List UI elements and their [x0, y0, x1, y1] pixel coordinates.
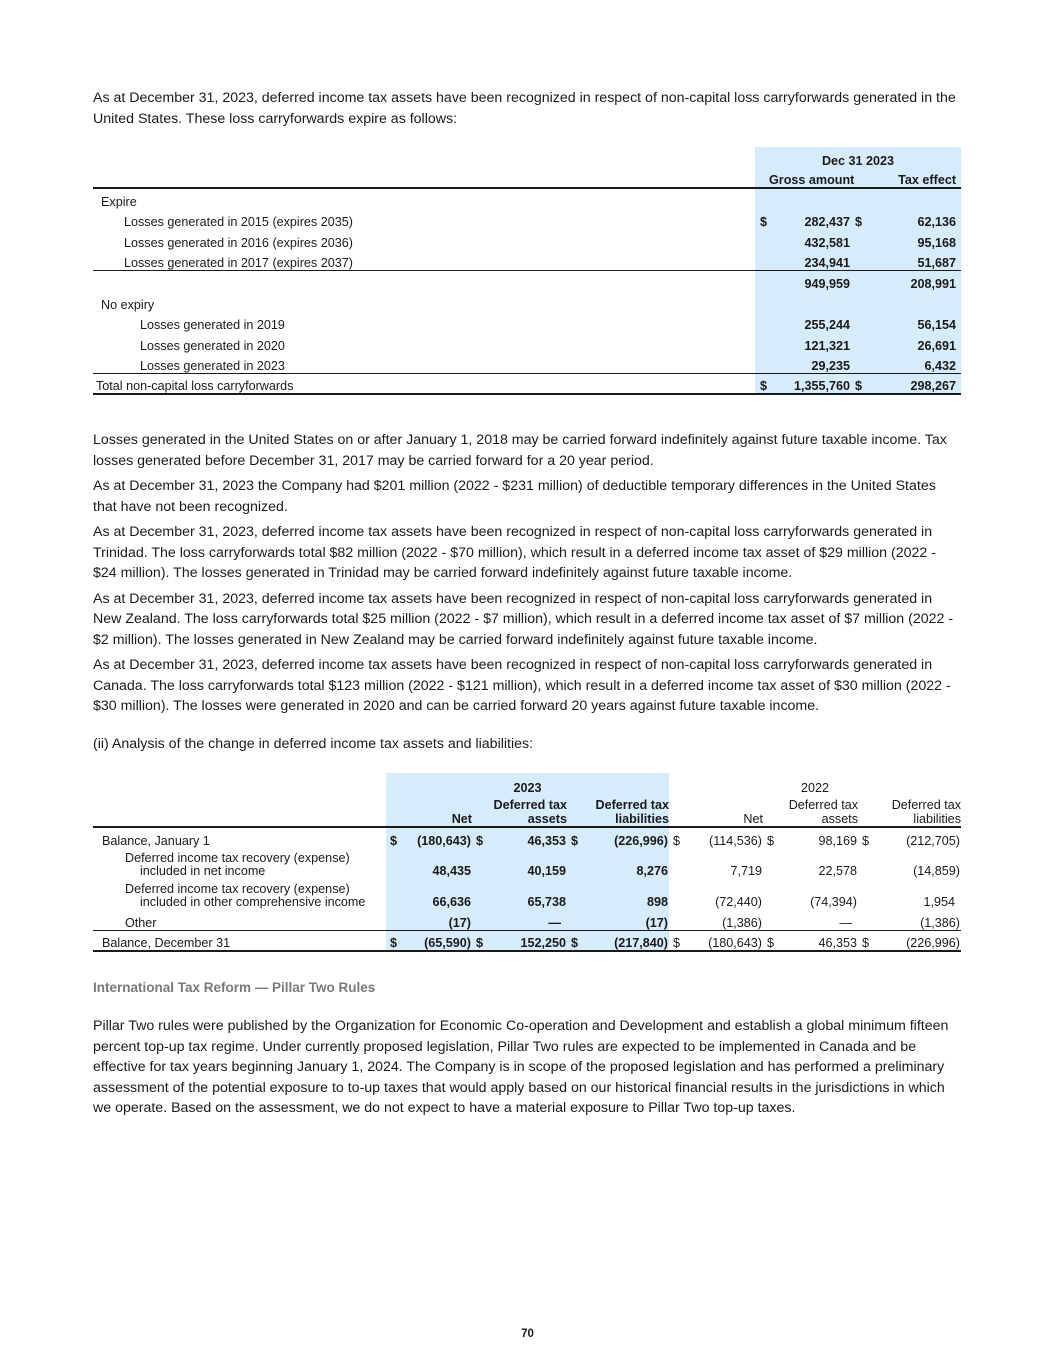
table-row: Balance, January 1 $ (180,643) $ 46,353 $ (226,996) $ (114,536) $ 98,169 $ (212,705): [93, 827, 961, 848]
loss-carryforward-table: [93, 147, 961, 395]
paragraph: As at December 31, 2023, deferred income tax assets have been recognized in respect of non-capital loss carryforwards generated in Trinidad. The loss carryforwards total $82 million (2022 - $70 million), which result in a deferred income tax asset of $29 million (2022 - $24 million). The losses generated in Trinidad may be carried forward indefinitely against future taxable income.: [93, 524, 936, 582]
page-number: 70: [521, 1328, 534, 1340]
col-net-2023: Net: [402, 795, 472, 827]
paragraph: As at December 31, 2023 the Company had $201 million (2022 - $231 million) of deductible temporary differences in the United States that have not been recognized.: [93, 478, 936, 515]
deferred-tax-change-table: [93, 773, 961, 952]
pillar-two-paragraph: Pillar Two rules were published by the Organization for Economic Co-operation and Development and establish a global minimum fifteen percent top-up tax regime. Under currently proposed legislation, Pillar Two rules are expected to be implemented in Canada and be effective for tax years beginning January 1, 2024. The Company is in scope of the proposed legislation and has performed a preliminary assessment of the potential exposure to to-up taxes that would apply based on our historical financial results in the jurisdictions in which we operate. Based on the assessment, we do not expect to have a material exposure to Pillar Two top-up taxes.: [93, 1018, 949, 1117]
paragraph: Losses generated in the United States on or after January 1, 2018 may be carried forward indefinitely against future taxable income. Tax losses generated before December 31, 2017 may be carried forward for a 20 year period.: [93, 432, 947, 469]
intro-paragraph: As at December 31, 2023, deferred income tax assets have been recognized in respect of non-capital loss carryforwards generated in the United States. These loss carryforwards expire as follows:: [93, 90, 956, 127]
paragraph: As at December 31, 2023, deferred income tax assets have been recognized in respect of non-capital loss carryforwards generated in New Zealand. The loss carryforwards total $25 million (2022 - $7 million), which result in a deferred income tax asset of $7 million (2022 - $2 million). The losses generated in New Zealand may be carried forward indefinitely against future taxable income.: [93, 590, 954, 648]
table-row: Deferred income tax recovery (expense) included in net income 48,435 40,159 8,276 7,719 22,578 (14,859): [93, 848, 961, 879]
pillar-two-heading: International Tax Reform — Pillar Two Rules: [93, 979, 376, 995]
year-2022-header: 2022: [800, 781, 830, 796]
page-content: [93, 88, 961, 1119]
expire-label: Expire: [101, 194, 137, 209]
no-expiry-label: No expiry: [101, 297, 155, 312]
table-row: Losses generated in 2016 (expires 2036) 432,581 95,168: [93, 229, 961, 250]
col-gross-amount: Gross amount: [769, 168, 855, 189]
paragraph: As at December 31, 2023, deferred income tax assets have been recognized in respect of non-capital loss carryforwards generated in Canada. The loss carryforwards total $123 million (2022 - $121 million), which result in a deferred income tax asset of $30 million (2022 - $30 million). The losses were generated in 2020 and can be carried forward 20 years against future taxable income.: [93, 657, 951, 715]
col-dtl-2023: Deferred tax liabilities: [581, 795, 669, 827]
year-2023-header: 2023: [386, 773, 669, 795]
col-net-2022: Net: [683, 795, 763, 827]
table-row: Losses generated in 2017 (expires 2037) 234,941 51,687: [93, 250, 961, 271]
table-row: Balance, December 31 $ (65,590) $ 152,250 $ (217,840) $ (180,643) $ 46,353 $ (226,996): [93, 930, 961, 951]
table-row: Losses generated in 2019 255,244 56,154: [93, 312, 961, 333]
table-row: Losses generated in 2015 (expires 2035) $ 282,437 $ 62,136: [93, 209, 961, 230]
table-row: Losses generated in 2023 29,235 6,432: [93, 353, 961, 374]
col-tax-effect: Tax effect: [869, 168, 961, 189]
col-dta-2022: Deferred tax assets: [777, 795, 858, 827]
col-dta-2023: Deferred tax assets: [486, 795, 567, 827]
total-row: Total non-capital loss carryforwards $ 1,355,760 $ 298,267: [93, 374, 961, 395]
period-header: Dec 31 2023: [755, 147, 961, 168]
expire-subtotal-row: 949,959 208,991: [93, 271, 961, 292]
table-row: Deferred income tax recovery (expense) included in other comprehensive income 66,636 65,738 898 (72,440) (74,394) 1,954: [93, 879, 961, 910]
table-row: Other (17) — (17) (1,386) — (1,386): [93, 910, 961, 931]
analysis-heading: (ii) Analysis of the change in deferred income tax assets and liabilities:: [93, 735, 534, 752]
col-dtl-2022: Deferred tax liabilities: [872, 795, 961, 827]
table-row: Losses generated in 2020 121,321 26,691: [93, 332, 961, 353]
